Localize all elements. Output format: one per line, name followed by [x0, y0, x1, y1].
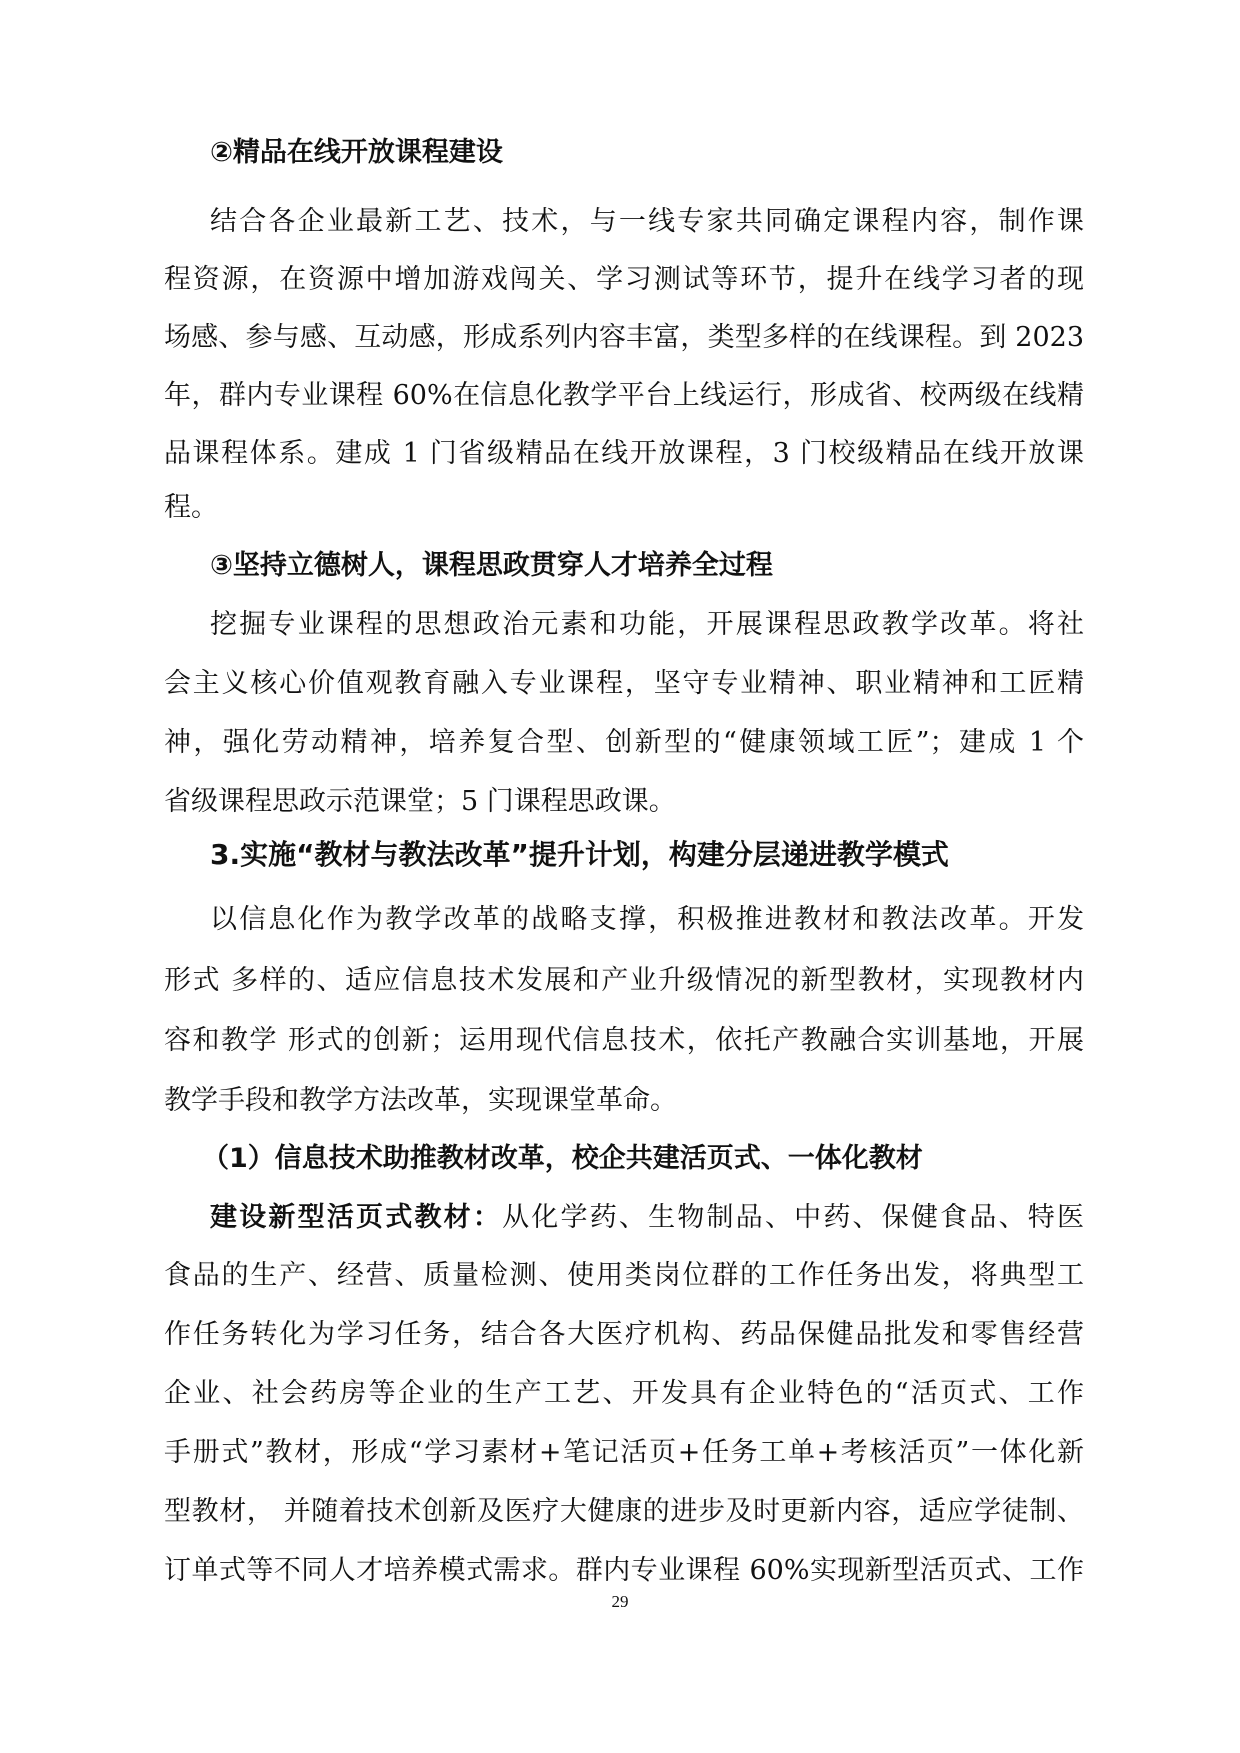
paragraph-line: 场感、参与感、互动感，形成系列内容丰富，类型多样的在线课程。到 2023 [164, 322, 1084, 353]
paragraph-line: 年，群内专业课程 60%在信息化教学平台上线运行，形成省、校两级在线精 [164, 380, 1084, 411]
paragraph-line: 程资源，在资源中增加游戏闯关、学习测试等环节，提升在线学习者的现 [164, 264, 1084, 295]
subheading-it-textbook-reform: （1）信息技术助推教材改革，校企共建活页式、一体化教材 [202, 1143, 923, 1174]
paragraph-line: 企业、社会药房等企业的生产工艺、开发具有企业特色的“活页式、工作 [164, 1378, 1084, 1409]
paragraph-line: 手册式”教材，形成“学习素材+笔记活页+任务工单+考核活页”一体化新 [164, 1437, 1084, 1468]
paragraph-line: 会主义核心价值观教育融入专业课程，坚守专业精神、职业精神和工匠精 [164, 668, 1084, 699]
paragraph-line: 订单式等不同人才培养模式需求。群内专业课程 60%实现新型活页式、工作 [164, 1555, 1084, 1586]
subheading-quality-online-courses: ②精品在线开放课程建设 [210, 137, 503, 168]
paragraph-text: 从化学药、生物制品、中药、保健食品、特医 [502, 1202, 1085, 1233]
paragraph-line: 品课程体系。建成 1 门省级精品在线开放课程，3 门校级精品在线开放课 [164, 438, 1084, 469]
paragraph-line: 教学手段和教学方法改革，实现课堂革命。 [164, 1085, 677, 1116]
paragraph-line [164, 1199, 1084, 1237]
section-heading-textbook-reform: 3.实施“教材与教法改革”提升计划，构建分层递进教学模式 [210, 838, 949, 871]
term-new-loose-leaf-textbook: 建设新型活页式教材： [210, 1202, 503, 1233]
subheading-moral-education: ③坚持立德树人，课程思政贯穿人才培养全过程 [210, 550, 773, 581]
page-number: 29 [611, 1592, 629, 1611]
paragraph-line: 神，强化劳动精神，培养复合型、创新型的“健康领域工匠”；建成 1 个 [164, 727, 1084, 758]
paragraph-line: 容和教学 形式的创新；运用现代信息技术，依托产教融合实训基地，开展 [164, 1025, 1084, 1056]
paragraph-line: 结合各企业最新工艺、技术，与一线专家共同确定课程内容，制作课 [210, 206, 1084, 237]
paragraph-line: 挖掘专业课程的思想政治元素和功能，开展课程思政教学改革。将社 [210, 609, 1084, 640]
paragraph-line: 食品的生产、经营、质量检测、使用类岗位群的工作任务出发，将典型工 [164, 1260, 1084, 1291]
paragraph-line: 以信息化作为教学改革的战略支撑，积极推进教材和教法改革。开发 [210, 904, 1084, 935]
paragraph-line: 型教材， 并随着技术创新及医疗大健康的进步及时更新内容，适应学徒制、 [164, 1496, 1084, 1527]
paragraph-line: 形式 多样的、适应信息技术发展和产业升级情况的新型教材，实现教材内 [164, 965, 1084, 996]
paragraph-line: 作任务转化为学习任务，结合各大医疗机构、药品保健品批发和零售经营 [164, 1319, 1084, 1350]
paragraph-line: 程。 [164, 492, 218, 523]
paragraph-line: 省级课程思政示范课堂；5 门课程思政课。 [164, 786, 676, 817]
